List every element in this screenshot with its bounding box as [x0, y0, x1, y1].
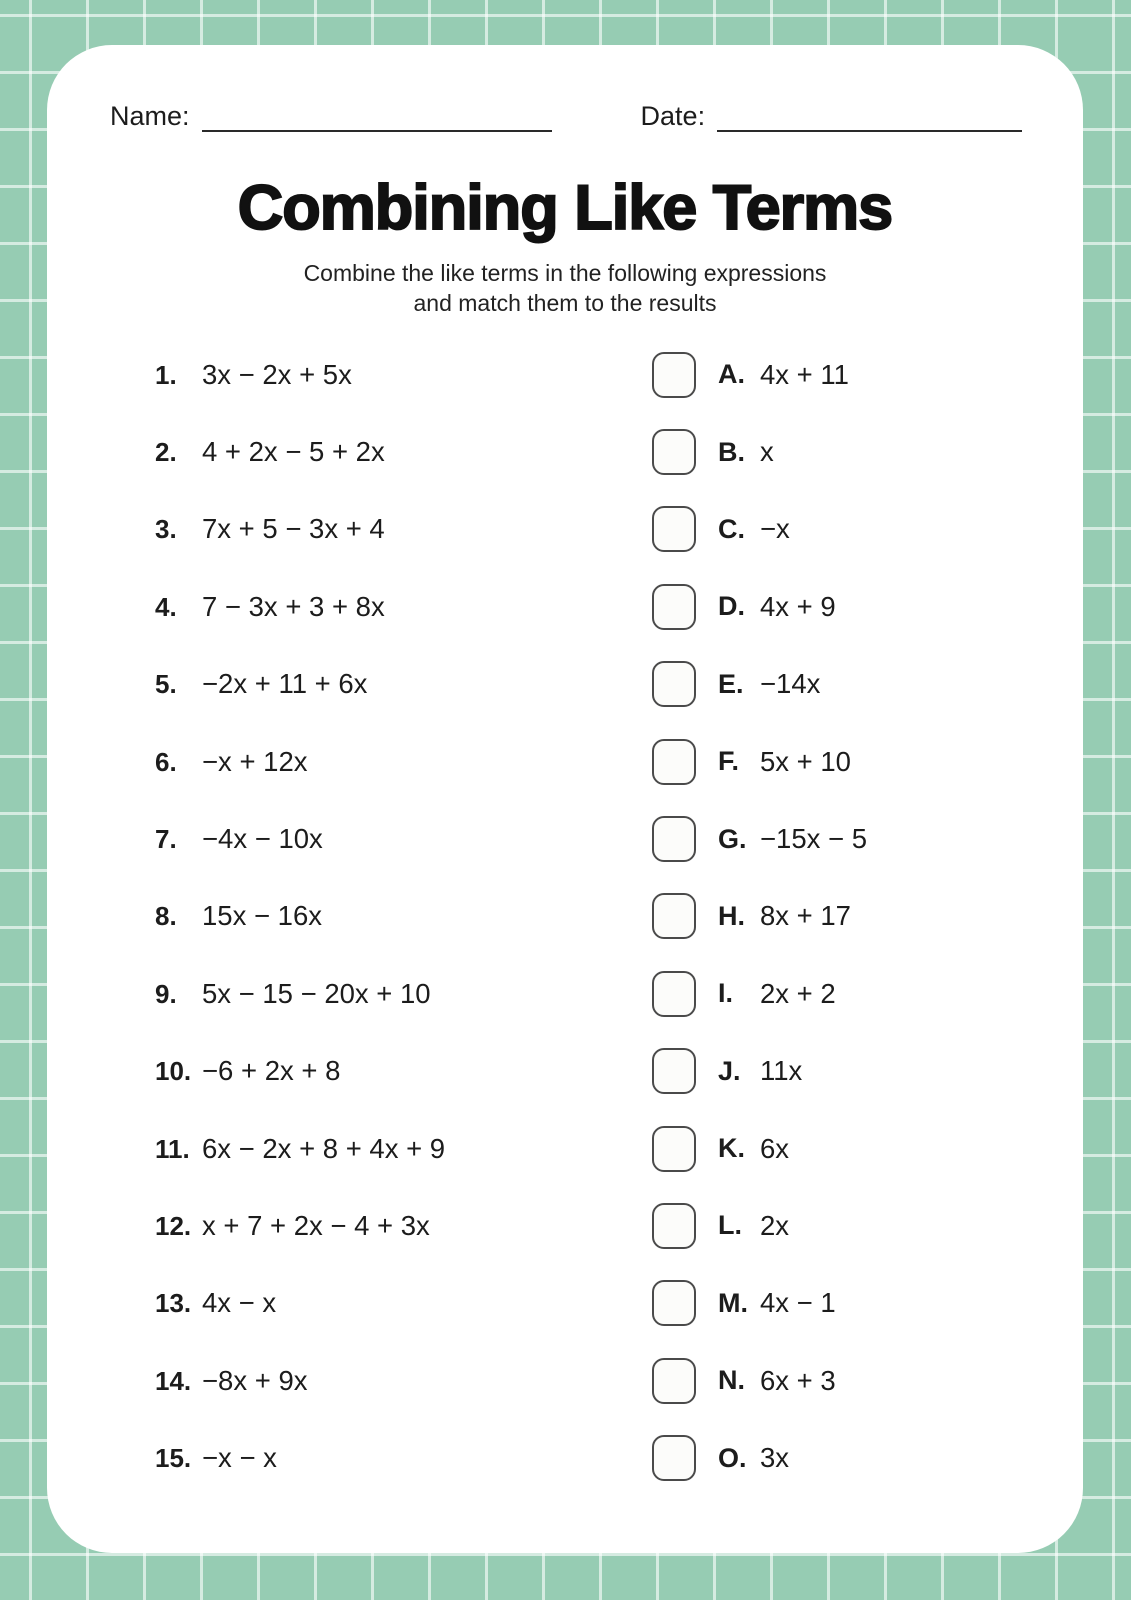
answer-item [652, 1126, 789, 1172]
problem-number: 5. [155, 669, 177, 700]
answer-item [652, 429, 774, 475]
problem-number: 4. [155, 591, 177, 622]
problem-number: 8. [155, 901, 177, 932]
answer-item [652, 661, 820, 707]
problem-item [155, 359, 652, 391]
answer-checkbox[interactable] [652, 971, 696, 1017]
problem-number: 7. [155, 824, 177, 855]
answer-expression: 6x [760, 1132, 790, 1164]
worksheet-row [155, 491, 1083, 568]
worksheet-row [155, 878, 1083, 955]
problem-number: 1. [155, 359, 177, 390]
problem-number: 6. [155, 746, 177, 777]
problem-number: 2. [155, 437, 177, 468]
answer-letter: N. [718, 1365, 745, 1396]
answer-letter: D. [718, 591, 745, 622]
answer-expression: 8x + 17 [760, 900, 851, 932]
problem-number: 3. [155, 514, 177, 545]
problem-item [155, 668, 652, 700]
problem-item [155, 900, 652, 932]
worksheet-row [155, 955, 1083, 1032]
answer-expression: −15x − 5 [760, 823, 868, 855]
answer-checkbox[interactable] [652, 506, 696, 552]
problem-expression: 3x − 2x + 5x [202, 358, 352, 390]
worksheet-row [155, 1265, 1083, 1342]
answer-expression: 5x + 10 [760, 745, 851, 777]
problem-expression: 6x − 2x + 8 + 4x + 9 [202, 1132, 446, 1164]
problem-expression: −x − x [202, 1442, 277, 1474]
answer-expression: 2x + 2 [760, 977, 836, 1009]
worksheet-row [155, 646, 1083, 723]
worksheet-rows [47, 336, 1083, 1497]
answer-letter: L. [718, 1210, 742, 1241]
answer-letter: M. [718, 1287, 748, 1318]
instructions [47, 258, 1083, 318]
worksheet-row [155, 1033, 1083, 1110]
instructions-line-1: Combine the like terms in the following expressions [303, 260, 827, 286]
page-title: Combining Like Terms [237, 173, 893, 243]
problem-item [155, 1442, 652, 1474]
answer-expression: 4x − 1 [760, 1287, 836, 1319]
problem-number: 10. [155, 1056, 192, 1087]
problem-expression: −6 + 2x + 8 [202, 1055, 341, 1087]
problem-item [155, 436, 652, 468]
answer-checkbox[interactable] [652, 816, 696, 862]
answer-letter: C. [718, 513, 745, 544]
answer-item [652, 739, 851, 785]
answer-expression: −x [760, 513, 790, 545]
answer-expression: 4x + 11 [760, 358, 849, 390]
problem-expression: −8x + 9x [202, 1364, 308, 1396]
worksheet-row [155, 723, 1083, 800]
worksheet-row [155, 568, 1083, 645]
answer-letter: A. [718, 359, 745, 390]
problem-item [155, 823, 652, 855]
worksheet-row [155, 1419, 1083, 1496]
answer-letter: K. [718, 1133, 745, 1164]
answer-expression: 4x + 9 [760, 590, 836, 622]
name-input-line[interactable] [202, 102, 552, 132]
answer-checkbox[interactable] [652, 429, 696, 475]
answer-expression: 11x [760, 1055, 803, 1087]
problem-expression: 4x − x [202, 1287, 277, 1319]
answer-letter: I. [718, 978, 734, 1009]
answer-item [652, 1280, 836, 1326]
problem-number: 15. [155, 1443, 192, 1474]
worksheet-row [155, 1342, 1083, 1419]
answer-item [652, 893, 851, 939]
problem-expression: 5x − 15 − 20x + 10 [202, 977, 431, 1009]
answer-letter: F. [718, 746, 740, 777]
problem-item [155, 1287, 652, 1319]
problem-item [155, 1365, 652, 1397]
answer-checkbox[interactable] [652, 893, 696, 939]
answer-letter: E. [718, 668, 744, 699]
problem-expression: x + 7 + 2x − 4 + 3x [202, 1209, 430, 1241]
answer-item [652, 584, 836, 630]
answer-checkbox[interactable] [652, 1126, 696, 1172]
answer-expression: 6x + 3 [760, 1364, 836, 1396]
answer-checkbox[interactable] [652, 1048, 696, 1094]
answer-checkbox[interactable] [652, 1280, 696, 1326]
problem-item [155, 513, 652, 545]
answer-letter: H. [718, 900, 745, 931]
problem-expression: −x + 12x [202, 745, 308, 777]
problem-number: 11. [155, 1133, 190, 1164]
worksheet-row [155, 1110, 1083, 1187]
date-input-line[interactable] [717, 102, 1022, 132]
date-label: Date: [640, 101, 706, 131]
worksheet-row [155, 1187, 1083, 1264]
problem-item [155, 746, 652, 778]
problem-expression: −4x − 10x [202, 823, 323, 855]
problem-expression: 7 − 3x + 3 + 8x [202, 590, 385, 622]
answer-checkbox[interactable] [652, 1203, 696, 1249]
answer-checkbox[interactable] [652, 661, 696, 707]
worksheet-row [155, 800, 1083, 877]
answer-letter: J. [718, 1055, 741, 1086]
problem-item [155, 591, 652, 623]
answer-letter: G. [718, 823, 747, 854]
answer-letter: O. [718, 1442, 747, 1473]
name-field-group [110, 100, 552, 132]
problem-item [155, 1210, 652, 1242]
answer-checkbox[interactable] [652, 1358, 696, 1404]
answer-item [652, 1048, 802, 1094]
problem-expression: 4 + 2x − 5 + 2x [202, 436, 385, 468]
answer-item [652, 816, 867, 862]
date-field-group [641, 100, 1023, 132]
answer-item [652, 506, 790, 552]
problem-expression: 7x + 5 − 3x + 4 [202, 513, 385, 545]
problem-number: 9. [155, 978, 177, 1009]
answer-item [652, 1203, 789, 1249]
name-label: Name: [110, 101, 190, 131]
answer-item [652, 971, 836, 1017]
answer-checkbox[interactable] [652, 1435, 696, 1481]
answer-item [652, 352, 849, 398]
problem-number: 13. [155, 1288, 192, 1319]
header-fields [110, 100, 1023, 132]
answer-letter: B. [718, 436, 745, 467]
answer-expression: 2x [760, 1209, 790, 1241]
worksheet-row [155, 413, 1083, 490]
problem-item [155, 978, 652, 1010]
problem-expression: 15x − 16x [202, 900, 323, 932]
problem-item [155, 1055, 652, 1087]
answer-expression: x [760, 436, 774, 468]
instructions-line-2: and match them to the results [413, 290, 717, 316]
answer-item [652, 1435, 789, 1481]
answer-expression: −14x [760, 668, 821, 700]
problem-expression: −2x + 11 + 6x [202, 668, 368, 700]
problem-number: 12. [155, 1210, 192, 1241]
worksheet-card [47, 45, 1083, 1553]
answer-item [652, 1358, 836, 1404]
answer-checkbox[interactable] [652, 352, 696, 398]
answer-checkbox[interactable] [652, 739, 696, 785]
worksheet-row [155, 336, 1083, 413]
answer-checkbox[interactable] [652, 584, 696, 630]
problem-item [155, 1133, 652, 1165]
problem-number: 14. [155, 1365, 192, 1396]
answer-expression: 3x [760, 1442, 790, 1474]
